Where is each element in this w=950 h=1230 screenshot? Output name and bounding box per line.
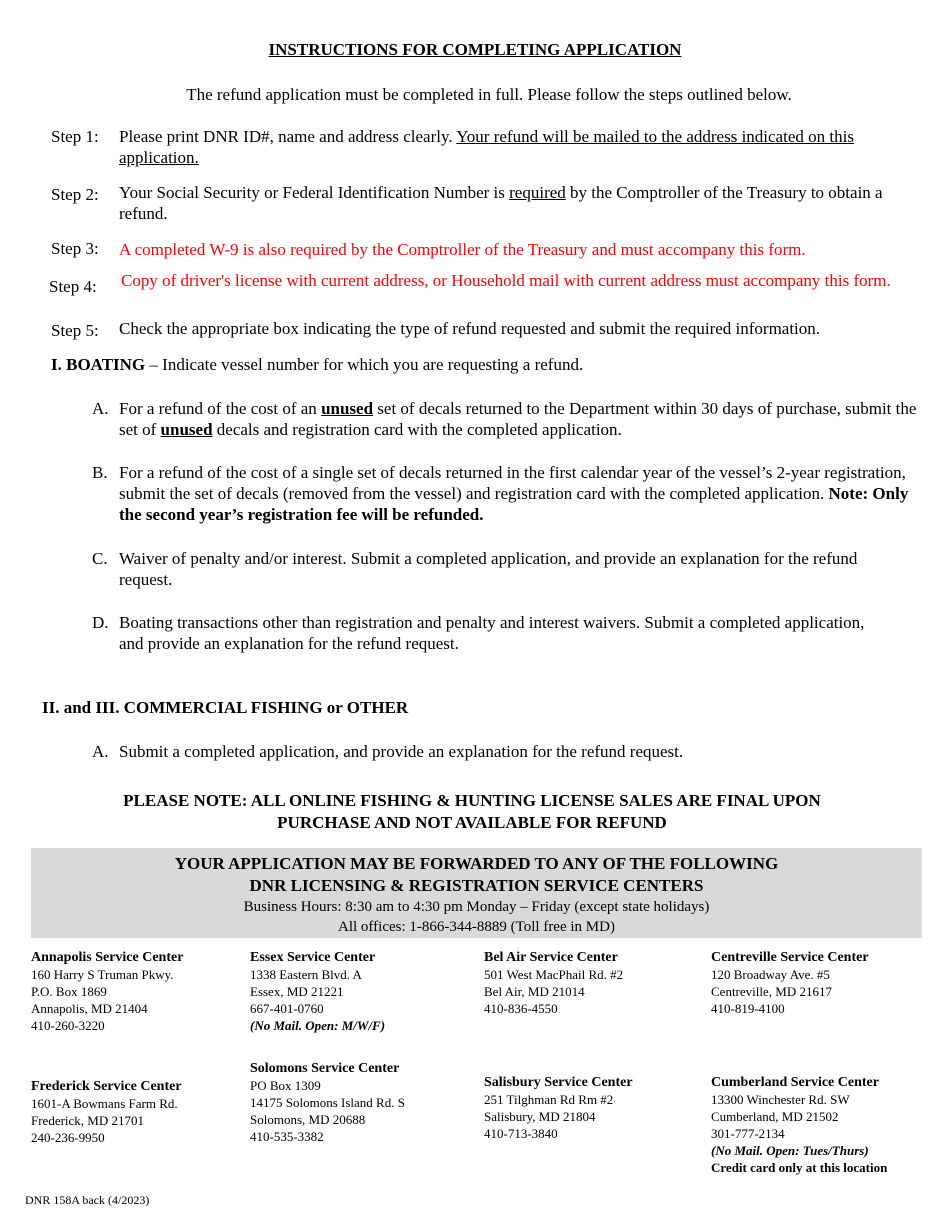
step-2-label: Step 2: — [51, 185, 99, 204]
banner-line-2: DNR LICENSING & REGISTRATION SERVICE CENTERS — [249, 876, 704, 895]
boating-heading: I. BOATING – Indicate vessel number for which you are requesting a refund. — [51, 355, 584, 374]
intro-text: The refund application must be completed in full. Please follow the steps outlined below. — [186, 85, 792, 104]
commercial-item-a-text: Submit a completed application, and provide an explanation for the refund request. — [119, 742, 684, 761]
office-belair: Bel Air Service Center 501 West MacPhail Rd. #2 Bel Air, MD 21014 410-836-4550 — [484, 950, 624, 1016]
phone-line: All offices: 1-866-344-8889 (Toll free in MD) — [338, 919, 615, 935]
boating-item-b-letter: B. — [92, 463, 108, 482]
commercial-item-a-letter: A. — [92, 742, 109, 761]
office-frederick: Frederick Service Center 1601-A Bowmans Farm Rd. Frederick, MD 21701 240-236-9950 — [31, 1079, 182, 1145]
boating-item-b-text: For a refund of the cost of a single set of decals returned in the first calendar year of the vessel’s 2-year registration, submit the set of decals (removed from the vessel) and registration card with the completed application. Note: Only the second year’s registration fee will be refunded. — [119, 463, 909, 524]
office-essex: Essex Service Center 1338 Eastern Blvd. A Essex, MD 21221 667-401-0760 (No Mail. Open: M/W/F) — [250, 950, 386, 1033]
form-id: DNR 158A back (4/2023) — [25, 1193, 150, 1207]
banner-line-1: YOUR APPLICATION MAY BE FORWARDED TO ANY OF THE FOLLOWING — [174, 854, 779, 873]
step-5-label: Step 5: — [51, 321, 99, 340]
boating-item-d-text: Boating transactions other than registration and penalty and interest waivers. Submit a completed application, and provide an explanation for the refund request. — [119, 613, 865, 653]
office-solomons: Solomons Service Center PO Box 1309 14175 Solomons Island Rd. S Solomons, MD 20688 410-535-3382 — [250, 1061, 405, 1144]
step-3-label: Step 3: — [51, 239, 99, 258]
business-hours: Business Hours: 8:30 am to 4:30 pm Monday – Friday (except state holidays) — [243, 899, 710, 915]
boating-item-a-text: For a refund of the cost of an unused set of decals returned to the Department within 30 days of purchase, submit the set of unused decals and registration card with the completed application. — [119, 399, 917, 439]
step-1-label: Step 1: — [51, 127, 99, 146]
step-2-text: Your Social Security or Federal Identification Number is required by the Comptroller of the Treasury to obtain a refund. — [119, 183, 883, 223]
step-5-text: Check the appropriate box indicating the type of refund requested and submit the required information. — [119, 319, 821, 338]
step-3-text: A completed W-9 is also required by the Comptroller of the Treasury and must accompany this form. — [119, 240, 806, 259]
step-1-text: Please print DNR ID#, name and address clearly. Your refund will be mailed to the address indicated on this application. — [119, 127, 854, 167]
commercial-heading: II. and III. COMMERCIAL FISHING or OTHER — [42, 698, 409, 717]
boating-item-d-letter: D. — [92, 613, 109, 632]
office-salisbury: Salisbury Service Center 251 Tilghman Rd Rm #2 Salisbury, MD 21804 410-713-3840 — [484, 1075, 633, 1141]
step-4-text: Copy of driver's license with current address, or Household mail with current address must accompany this form. — [121, 271, 891, 290]
office-centreville: Centreville Service Center 120 Broadway Ave. #5 Centreville, MD 21617 410-819-4100 — [711, 950, 869, 1016]
boating-item-c-text: Waiver of penalty and/or interest. Submit a completed application, and provide an explanation for the refund request. — [119, 549, 858, 589]
office-annapolis: Annapolis Service Center 160 Harry S Truman Pkwy. P.O. Box 1869 Annapolis, MD 21404 410-260-3220 — [31, 950, 184, 1033]
service-centers-banner — [31, 848, 922, 938]
boating-item-c-letter: C. — [92, 549, 108, 568]
office-cumberland: Cumberland Service Center 13300 Winchester Rd. SW Cumberland, MD 21502 301-777-2134 (No Mail. Open: Tues/Thurs) Credit card only at this location — [711, 1075, 888, 1175]
refund-note: PLEASE NOTE: ALL ONLINE FISHING & HUNTING LICENSE SALES ARE FINAL UPON PURCHASE AND NOT AVAILABLE FOR REFUND — [123, 791, 821, 832]
boating-item-a-letter: A. — [92, 399, 109, 418]
page-title: INSTRUCTIONS FOR COMPLETING APPLICATION — [268, 40, 682, 59]
step-4-label: Step 4: — [49, 277, 97, 296]
